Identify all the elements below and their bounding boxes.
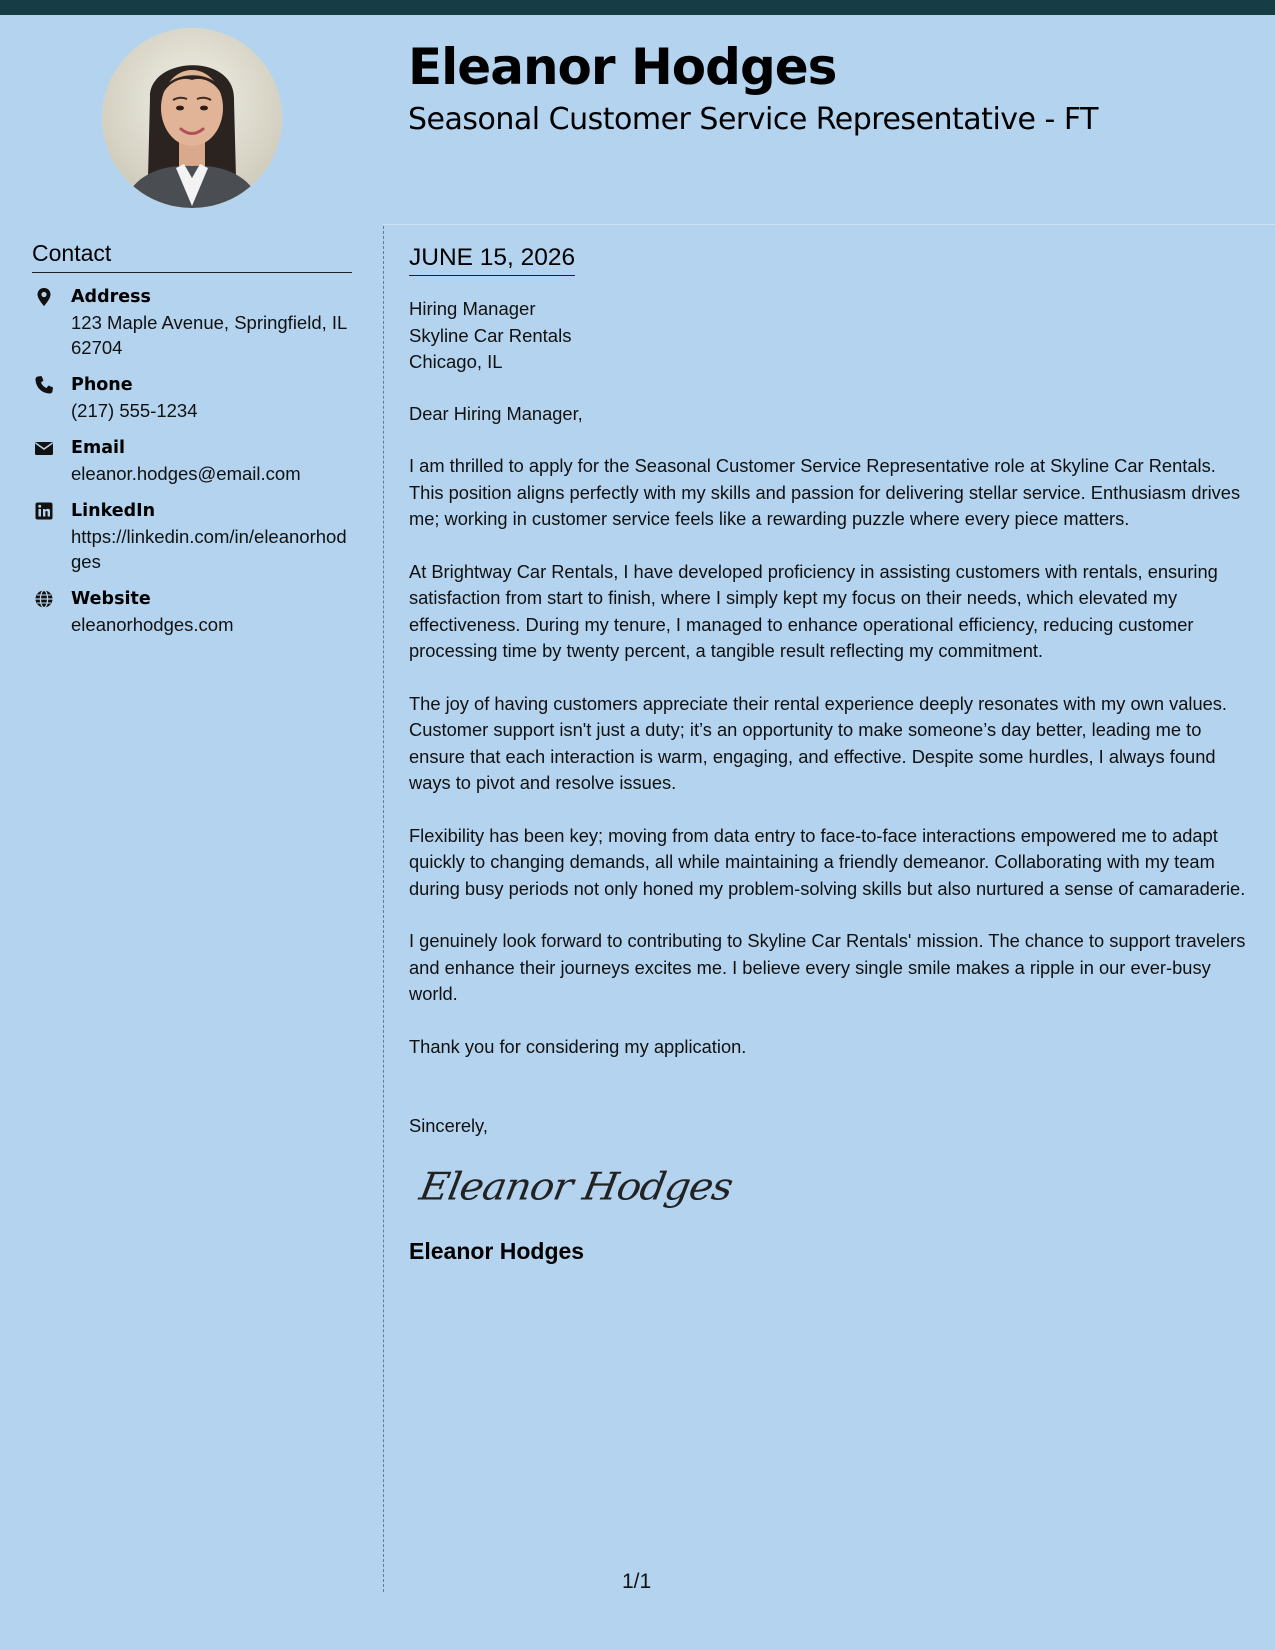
email-value: eleanor.hodges@email.com <box>71 462 301 484</box>
phone-icon <box>34 375 54 395</box>
address-value: 123 Maple Avenue, Springfield, IL 62704 <box>71 311 347 358</box>
contact-heading: Contact <box>32 240 352 273</box>
page-number: 1/1 <box>622 1570 652 1593</box>
letter-paragraph: I am thrilled to apply for the Seasonal Customer Service Representative role at Skyline Car Rentals. This position aligns perfectly with my skills and passion for delivering stellar service. Enthusiasm drives me; working in customer service feels like a rewarding puzzle where every piece matters. <box>409 455 1241 530</box>
letter-paragraph: The joy of having customers appreciate their rental experience deeply resonates with my own values. Customer support isn't just a duty; it’s an opportunity to make someone’s day better, leading me to ensure that each interaction is warm, engaging, and effective. Despite some hurdles, I always found ways to pivot and resolve issues. <box>409 692 1228 794</box>
website-value[interactable]: eleanorhodges.com <box>71 613 234 635</box>
handwritten-signature: Eleanor Hodges <box>416 1165 736 1209</box>
thank-you-line: Thank you for considering my application. <box>409 1035 747 1057</box>
job-title: Seasonal Customer Service Representative - FT <box>408 102 1098 137</box>
letter-paragraph: I genuinely look forward to contributing to Skyline Car Rentals' mission. The chance to support travelers and enhance their journeys excites me. I believe every single smile makes a ripple in our ever-busy world. <box>409 930 1246 1005</box>
closing-line: Sincerely, <box>409 1115 488 1137</box>
contact-label: Email <box>71 437 125 458</box>
contact-label: Website <box>71 588 151 609</box>
contact-address <box>32 285 352 360</box>
contact-linkedin <box>32 499 352 574</box>
contact-label: Address <box>71 286 151 307</box>
contact-email <box>32 436 352 486</box>
contact-website <box>32 587 352 637</box>
letter-body <box>409 244 1255 1265</box>
phone-value: (217) 555-1234 <box>71 399 198 421</box>
contact-phone <box>32 373 352 423</box>
letter-paragraph: At Brightway Car Rentals, I have developed proficiency in assisting customers with rentals, ensuring satisfaction from start to finish, where I simply kept my focus on their needs, which elevated my effectiveness. During my tenure, I managed to enhance operational efficiency, reducing customer processing time by twenty percent, a tangible result reflecting my commitment. <box>409 560 1218 662</box>
contact-list <box>32 285 352 637</box>
recipient-block <box>409 296 1255 376</box>
letter-paragraph: Flexibility has been key; moving from data entry to face-to-face interactions empowered me to adapt quickly to changing demands, all while maintaining a friendly demeanor. Collaborating with my team during busy periods not only honed my problem-solving skills but also nurtured a sense of camaraderie. <box>409 824 1246 899</box>
globe-icon <box>34 589 54 609</box>
letter-date: JUNE 15, 2026 <box>409 244 575 276</box>
profile-photo <box>102 28 282 208</box>
map-pin-icon <box>34 287 54 307</box>
salutation: Dear Hiring Manager, <box>409 402 583 424</box>
sidebar <box>32 240 352 650</box>
linkedin-value[interactable]: https://linkedin.com/in/eleanorhodges <box>71 525 347 572</box>
linkedin-icon <box>34 501 54 521</box>
header-divider <box>383 224 1275 225</box>
column-divider <box>383 226 384 1592</box>
envelope-icon <box>34 438 54 458</box>
top-accent-bar <box>0 0 1275 15</box>
contact-label: LinkedIn <box>71 500 156 521</box>
contact-label: Phone <box>71 374 133 395</box>
applicant-name: Eleanor Hodges <box>408 38 837 96</box>
recipient-line: Hiring Manager <box>409 298 536 320</box>
signer-name: Eleanor Hodges <box>409 1237 585 1264</box>
recipient-line: Chicago, IL <box>409 351 503 373</box>
recipient-line: Skyline Car Rentals <box>409 324 572 346</box>
